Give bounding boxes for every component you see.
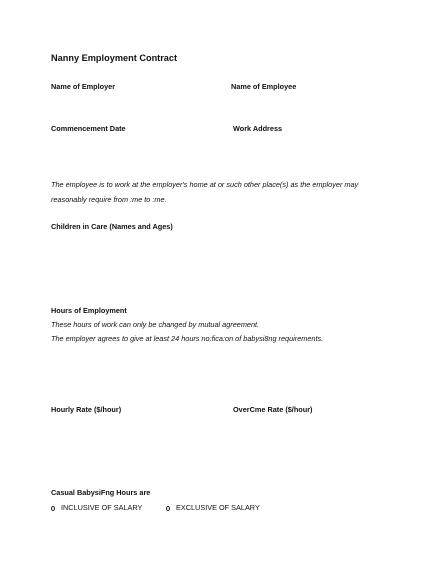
hourly-rate-label: Hourly Rate ($/hour) (51, 405, 122, 414)
work-location-text-line1: The employee is to work at the employer's home at or such other place(s) as the employer may (51, 180, 359, 189)
hours-text-line1: These hours of work can only be changed by mutual agreement. (51, 320, 260, 329)
radio-circle-icon (166, 506, 170, 511)
hours-text-line2: The employer agrees to give at least 24 hours no:fica:on of babysi8ng requirements. (51, 334, 324, 343)
work-location-text-line2: reasonably require from :me to :me. (51, 195, 167, 204)
radio-circle-icon (51, 506, 55, 511)
casual-hours-heading: Casual BabysiFng Hours are (51, 488, 151, 497)
inclusive-option-label: INCLUSIVE OF SALARY (61, 503, 143, 512)
employee-name-label: Name of Employee (231, 82, 297, 91)
exclusive-option[interactable] (166, 503, 260, 513)
page-title: Nanny Employment Contract (51, 53, 178, 63)
overtime-rate-label: OverCme Rate ($/hour) (233, 405, 313, 414)
exclusive-option-label: EXCLUSIVE OF SALARY (176, 503, 260, 512)
inclusive-option[interactable] (51, 503, 142, 513)
work-address-label: Work Address (233, 124, 283, 133)
hours-heading: Hours of Employment (51, 306, 127, 315)
commencement-date-label: Commencement Date (51, 124, 126, 133)
children-in-care-heading: Children in Care (Names and Ages) (51, 222, 173, 231)
employer-name-label: Name of Employer (51, 82, 116, 91)
